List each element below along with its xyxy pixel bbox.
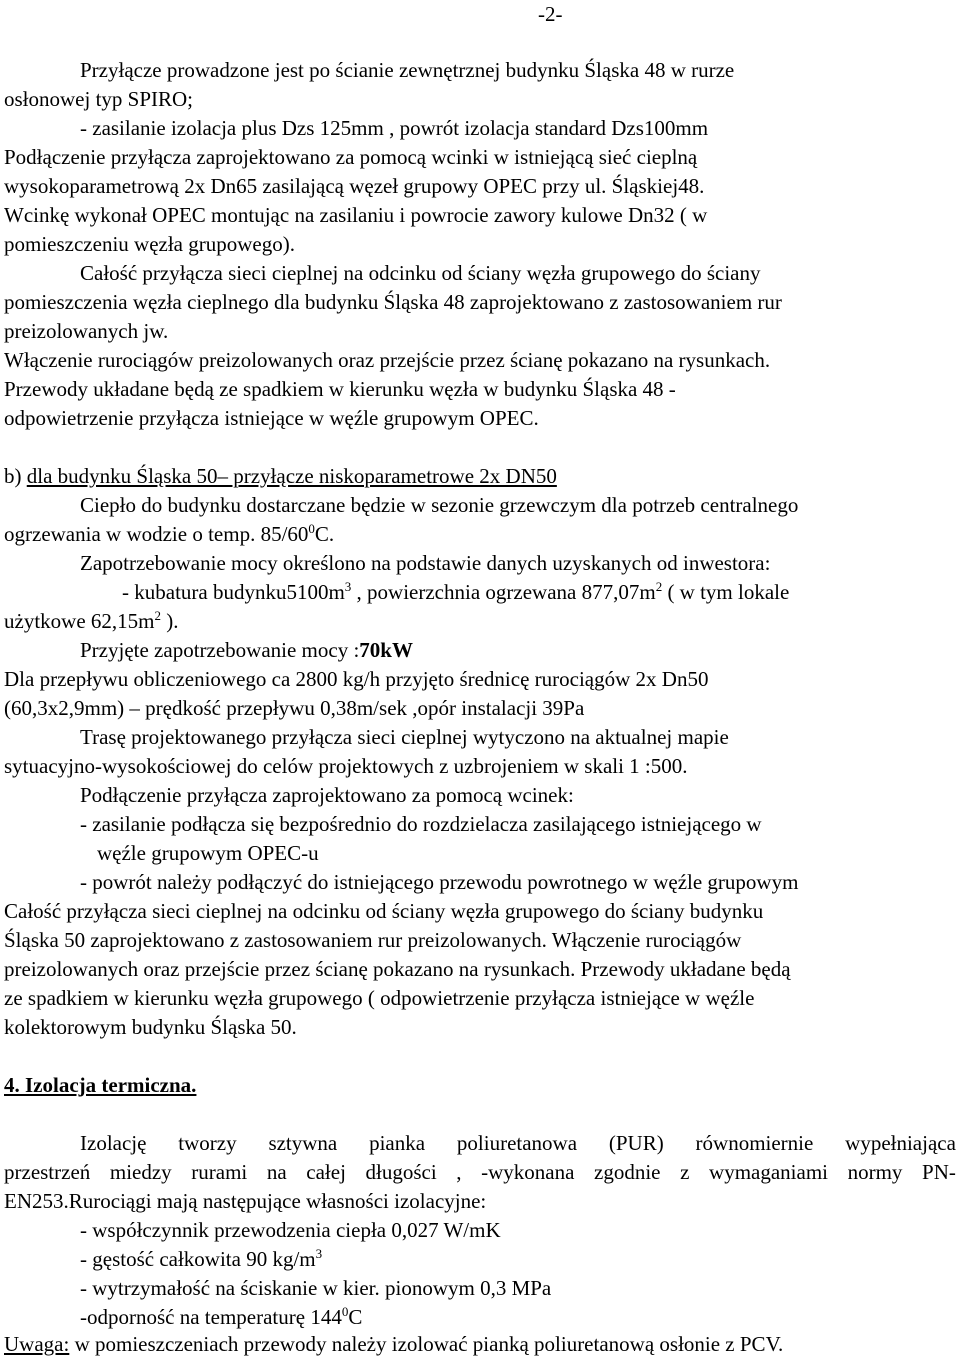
note-text: w pomieszczeniach przewody należy izolować pianką poliuretanową osłonie z PCV.: [69, 1332, 784, 1356]
text-line: EN253.Rurociągi mają następujące własności izolacyjne:: [4, 1189, 487, 1213]
text-line-justified: [80, 1131, 956, 1155]
word: rurami: [191, 1160, 248, 1184]
text-line: osłonowej typ SPIRO;: [4, 87, 194, 111]
text-line: Włączenie rurociągów preizolowanych oraz przejście przez ścianę pokazano na rysunkach.: [4, 348, 771, 372]
text-line: - kubatura $budynku5100m^3$ , powierzchnia ogrzewana $877,07m^2$ ( w tym lokale: [122, 579, 790, 604]
word: długości: [365, 1160, 437, 1184]
word: na: [266, 1160, 287, 1184]
list-item: - współczynnik przewodzenia ciepła 0,027 W/mK: [80, 1218, 501, 1242]
text-line: ze spadkiem w kierunku węzła grupowego ( odpowietrzenie przyłącza istniejące w węźle: [4, 986, 755, 1010]
word: z: [680, 1160, 690, 1184]
text-line: Ciepło do budynku dostarczane będzie w sezonie grzewczym dla potrzeb centralnego: [80, 493, 799, 517]
word: (PUR): [608, 1131, 664, 1155]
text-line: - zasilanie podłącza się bezpośrednio do rozdzielacza zasilającego istniejącego w: [80, 812, 762, 836]
section-b-title: [4, 464, 557, 488]
page-number: -2-: [538, 2, 563, 26]
word: wymaganiami: [709, 1160, 828, 1184]
word: normy: [847, 1160, 903, 1184]
text-line: ogrzewania w wodzie o temp. $85/60^0C$.: [4, 521, 335, 546]
text-line: Zapotrzebowanie mocy określono na podstawie danych uzyskanych od inwestora:: [80, 551, 771, 575]
text-line: odpowietrzenie przyłącza istniejące w węźle grupowym OPEC.: [4, 406, 539, 430]
word: równomiernie: [695, 1131, 814, 1155]
text-line: Wcinkę wykonał OPEC montując na zasilaniu i powrocie zawory kulowe Dn32 ( w: [4, 203, 708, 227]
text-line: Dla przepływu obliczeniowego ca 2800 kg/h przyjęto średnicę rurociągów 2x Dn50: [4, 667, 709, 691]
text-line: użytkowe $62,15m^2$ ).: [4, 608, 179, 633]
section-b-title-a: dla budynku Śląska 50: [26, 464, 218, 488]
text-line-justified: [4, 1160, 956, 1184]
word: -wykonana: [481, 1160, 575, 1184]
word: tworzy: [178, 1131, 237, 1155]
text-line: węźle grupowym OPEC-u: [97, 841, 319, 865]
text-line: sytuacyjno-wysokościowej do celów projektowych z uzbrojeniem w skali 1 :500.: [4, 754, 688, 778]
note-line: [4, 1332, 783, 1356]
text-line: wysokoparametrową 2x Dn65 zasilającą węzeł grupowy OPEC przy ul. Śląskiej48.: [4, 174, 705, 198]
text-line: kolektorowym budynku Śląska 50.: [4, 1015, 297, 1039]
text-line: Przyjęte zapotrzebowanie mocy :70kW: [80, 638, 413, 662]
text-line: Całość przyłącza sieci cieplnej na odcinku od ściany węzła grupowego do ściany: [80, 261, 761, 285]
word: całej: [306, 1160, 346, 1184]
word: poliuretanowa: [456, 1131, 578, 1155]
text-line: Przewody układane będą ze spadkiem w kierunku węzła w budynku Śląska 48 -: [4, 377, 676, 401]
word: pianka: [369, 1131, 426, 1155]
text-line: preizolowanych oraz przejście przez ścianę pokazano na rysunkach. Przewody układane będą: [4, 957, 791, 981]
word: zgodnie: [594, 1160, 661, 1184]
text-line: - powrót należy podłączyć do istniejącego przewodu powrotnego w węźle grupowym: [80, 870, 799, 894]
text-line: pomieszczeniu węzła grupowego).: [4, 232, 295, 256]
text-line: Trasę projektowanego przyłącza sieci cieplnej wytyczono na aktualnej mapie: [80, 725, 729, 749]
text-line: Podłączenie przyłącza zaprojektowano za pomocą wcinek:: [80, 783, 574, 807]
word: miedzy: [109, 1160, 172, 1184]
text-line: Śląska 50 zaprojektowano z zastosowaniem rur preizolowanych. Włączenie rurociągów: [4, 928, 742, 952]
word: przestrzeń: [4, 1160, 91, 1184]
text-line: (60,3x2,9mm) – prędkość przepływu 0,38m/sek ,opór instalacji 39Pa: [4, 696, 585, 720]
section-4-heading: 4. Izolacja termiczna.: [4, 1073, 197, 1097]
text-line: pomieszczenia węzła cieplnego dla budynku Śląska 48 zaprojektowano z zastosowaniem rur: [4, 290, 782, 314]
text-line: - zasilanie izolacja plus Dzs 125mm , powrót izolacja standard Dzs100mm: [80, 116, 709, 140]
list-item: -odporność na temperaturę $144^0C$: [80, 1304, 363, 1329]
note-label: Uwaga:: [4, 1332, 70, 1356]
word: sztywna: [268, 1131, 338, 1155]
word: wypełniająca: [845, 1131, 956, 1155]
section-b-title-b: – przyłącze niskoparametrowe 2x DN50: [217, 464, 557, 488]
section-b-prefix: b): [4, 464, 27, 488]
list-item: - wytrzymałość na ściskanie w kier. pionowym 0,3 MPa: [80, 1276, 552, 1300]
word: PN-: [922, 1160, 956, 1184]
text-line: Przyłącze prowadzone jest po ścianie zewnętrznej budynku Śląska 48 w rurze: [80, 58, 735, 82]
text-line: Podłączenie przyłącza zaprojektowano za pomocą wcinki w istniejącą sieć cieplną: [4, 145, 698, 169]
word: ,: [456, 1160, 462, 1184]
list-item: - gęstość całkowita 90 $kg/m^3$: [80, 1246, 323, 1271]
text-line: Całość przyłącza sieci cieplnej na odcinku od ściany węzła grupowego do ściany budynku: [4, 899, 764, 923]
power-value: 70kW: [359, 638, 413, 662]
text-line: preizolowanych jw.: [4, 319, 169, 343]
word: Izolację: [80, 1131, 147, 1155]
